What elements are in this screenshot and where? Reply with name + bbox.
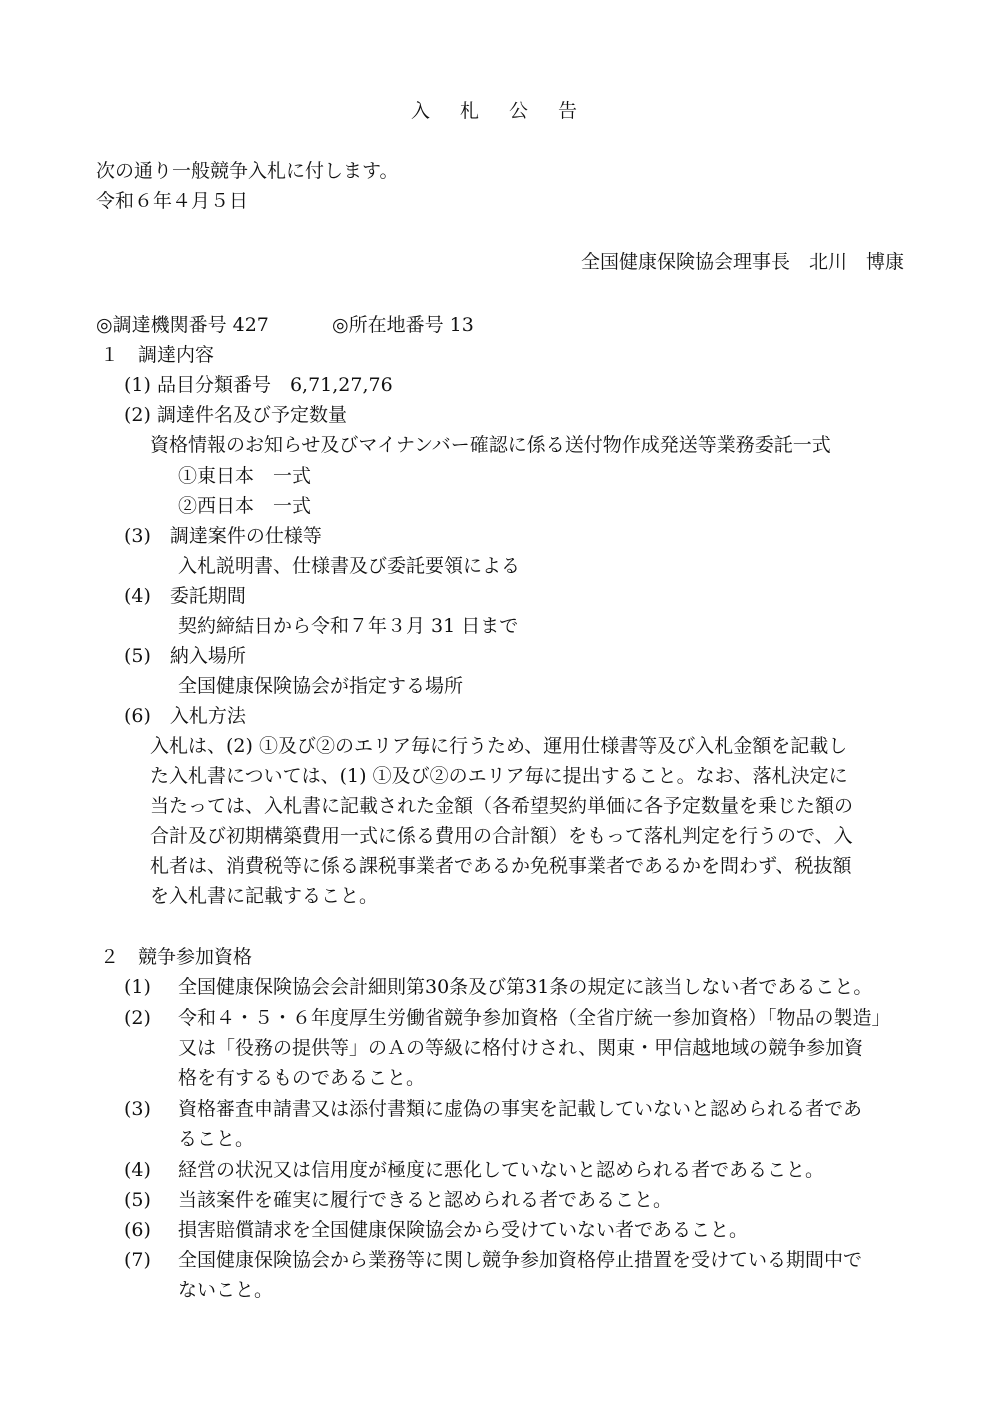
item-2-3-num: (3) [124,1098,151,1120]
item-2-3-text: 資格審査申請書又は添付書類に虚偽の事実を記載していないと認められる者であ [178,1098,863,1120]
item-1-2-east: ①東日本 一式 [178,465,312,487]
item-2-2-text: 令和４・５・６年度厚生労働省競争参加資格（全省庁統一参加資格）「物品の製造」 [178,1007,891,1029]
item-2-2-text: 格を有するものであること。 [178,1067,426,1089]
item-2-2-text: 又は「役務の提供等」のＡの等級に格付けされ、関東・甲信越地域の競争参加資 [178,1037,864,1059]
item-2-7-text: 全国健康保険協会から業務等に関し競争参加資格停止措置を受けている期間中で [178,1249,863,1271]
item-2-6-text: 損害賠償請求を全国健康保険協会から受けていない者であること。 [178,1219,749,1241]
text-line: 入札は、(2) ①及び②のエリア毎に行うため、運用仕様書等及び入札金額を記載し [150,735,848,757]
text-line: た入札書については、(1) ①及び②のエリア毎に提出すること。なお、落札決定に [150,765,848,787]
text-line: 札者は、消費税等に係る課税事業者であるか免税事業者であるかを問わず、税抜額 [150,855,852,877]
item-2-7-text: ないこと。 [178,1279,274,1301]
location-code: ◎所在地番号 13 [332,314,474,336]
text-line: を入札書に記載すること。 [150,885,379,907]
item-2-5-text: 当該案件を確実に履行できると認められる者であること。 [178,1189,673,1211]
item-1-2-body: 資格情報のお知らせ及びマイナンバー確認に係る送付物作成発送等業務委託一式 [150,434,831,456]
text-line: 当たっては、入札書に記載された金額（各希望契約単価に各予定数量を乗じた額の [150,795,854,817]
item-1-2: (2) 調達件名及び予定数量 [124,404,347,426]
item-1-6: (6) 入札方法 [124,705,246,727]
item-1-5-body: 全国健康保険協会が指定する場所 [178,675,464,697]
item-2-4-text: 経営の状況又は信用度が極度に悪化していないと認められる者であること。 [178,1159,825,1181]
intro-text: 次の通り一般競争入札に付します。 [96,160,399,182]
item-2-1-text: 全国健康保険協会会計細則第30条及び第31条の規定に該当しない者であること。 [178,976,873,998]
item-2-7-num: (7) [124,1249,151,1271]
section2-heading: ２ 競争参加資格 [100,946,253,968]
item-1-4-body: 契約締結日から令和７年３月 31 日まで [178,615,519,637]
item-1-4: (4) 委託期間 [124,585,246,607]
agency-code: ◎調達機関番号 427 [96,314,269,336]
item-1-1: (1) 品目分類番号 6,71,27,76 [124,374,393,396]
item-2-2-num: (2) [124,1007,151,1029]
document-title: 入 札 公 告 [410,100,590,122]
item-1-3: (3) 調達案件の仕様等 [124,525,322,547]
item-2-6-num: (6) [124,1219,151,1241]
item-1-2-west: ②西日本 一式 [178,495,312,517]
item-1-5-label: (5) 納入場所 [124,645,246,667]
item-2-5-num: (5) [124,1189,151,1211]
item-2-1-num: (1) [124,976,151,998]
notice-date: 令和６年４月５日 [96,190,249,212]
section1-heading: １ 調達内容 [100,344,215,366]
item-1-6-body [150,731,910,911]
signer: 全国健康保険協会理事長 北川 博康 [580,251,904,273]
item-1-3-body: 入札説明書、仕様書及び委託要領による [178,555,521,577]
item-2-4-num: (4) [124,1159,151,1181]
text-line: 合計及び初期構築費用一式に係る費用の合計額）をもって落札判定を行うので、入 [150,825,853,847]
item-2-3-text: ること。 [178,1128,255,1150]
